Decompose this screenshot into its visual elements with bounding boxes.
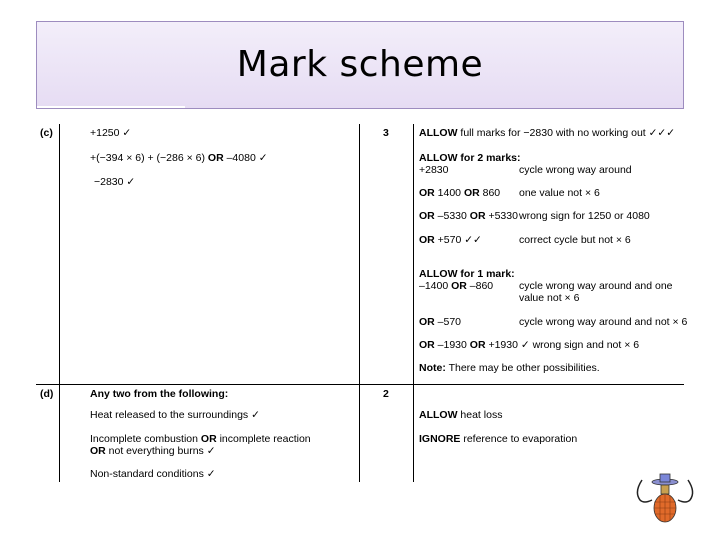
neck-icon xyxy=(661,485,669,494)
answer-line: +(−394 × 6) + (−286 × 6) OR –4080 ✓ xyxy=(90,152,268,164)
guidance-heading: ALLOW for 1 mark: xyxy=(419,268,515,280)
guidance-note: cycle wrong way around and not × 6 xyxy=(519,316,688,328)
right-arm-icon xyxy=(678,480,693,502)
guidance-note: cycle wrong way around xyxy=(519,164,632,176)
answer-line: Incomplete combustion OR incomplete reaction xyxy=(90,433,311,445)
answer-line: +1250 ✓ xyxy=(90,127,132,139)
guidance-line: ALLOW heat loss xyxy=(419,409,503,421)
answer-line: OR not everything burns ✓ xyxy=(90,445,216,457)
guidance-value: OR –570 xyxy=(419,316,462,328)
answer-line: −2830 ✓ xyxy=(94,176,136,188)
part-label-d: (d) xyxy=(40,388,54,400)
guidance-note: wrong sign for 1250 or 4080 xyxy=(519,210,650,222)
guidance-heading: ALLOW for 2 marks: xyxy=(419,152,521,164)
guidance-value: OR –1930 OR +1930 ✓ wrong sign and not × 6 xyxy=(419,339,640,351)
page-title: Mark scheme xyxy=(236,44,484,85)
col-divider xyxy=(359,124,360,482)
answer-line: Heat released to the surroundings ✓ xyxy=(90,409,260,421)
marks-c: 3 xyxy=(383,127,389,139)
part-label-c: (c) xyxy=(40,127,53,139)
col-divider xyxy=(59,124,60,482)
guidance-note: value not × 6 xyxy=(519,292,580,304)
answer-line: Non-standard conditions ✓ xyxy=(90,468,216,480)
hat-crown-icon xyxy=(660,474,670,482)
guidance-value: +2830 xyxy=(419,164,449,176)
mascot-logo-icon xyxy=(632,472,698,524)
title-banner xyxy=(36,21,684,109)
guidance-value: OR 1400 OR 860 xyxy=(419,187,501,199)
row-divider xyxy=(36,384,684,385)
guidance-note: Note: There may be other possibilities. xyxy=(419,362,600,374)
guidance-line: ALLOW full marks for −2830 with no working out ✓✓✓ xyxy=(419,127,676,139)
guidance-line: IGNORE reference to evaporation xyxy=(419,433,578,445)
guidance-note: one value not × 6 xyxy=(519,187,600,199)
mark-scheme-table xyxy=(36,124,688,482)
marks-d: 2 xyxy=(383,388,389,400)
left-arm-icon xyxy=(637,480,652,502)
guidance-note: correct cycle but not × 6 xyxy=(519,234,631,246)
guidance-value: –1400 OR –860 xyxy=(419,280,494,292)
title-divider xyxy=(37,106,185,108)
guidance-value: OR –5330 OR +5330 xyxy=(419,210,518,222)
guidance-note: cycle wrong way around and one xyxy=(519,280,673,292)
answer-heading: Any two from the following: xyxy=(90,388,229,400)
col-divider xyxy=(413,124,414,482)
guidance-value: OR +570 ✓✓ xyxy=(419,234,482,246)
